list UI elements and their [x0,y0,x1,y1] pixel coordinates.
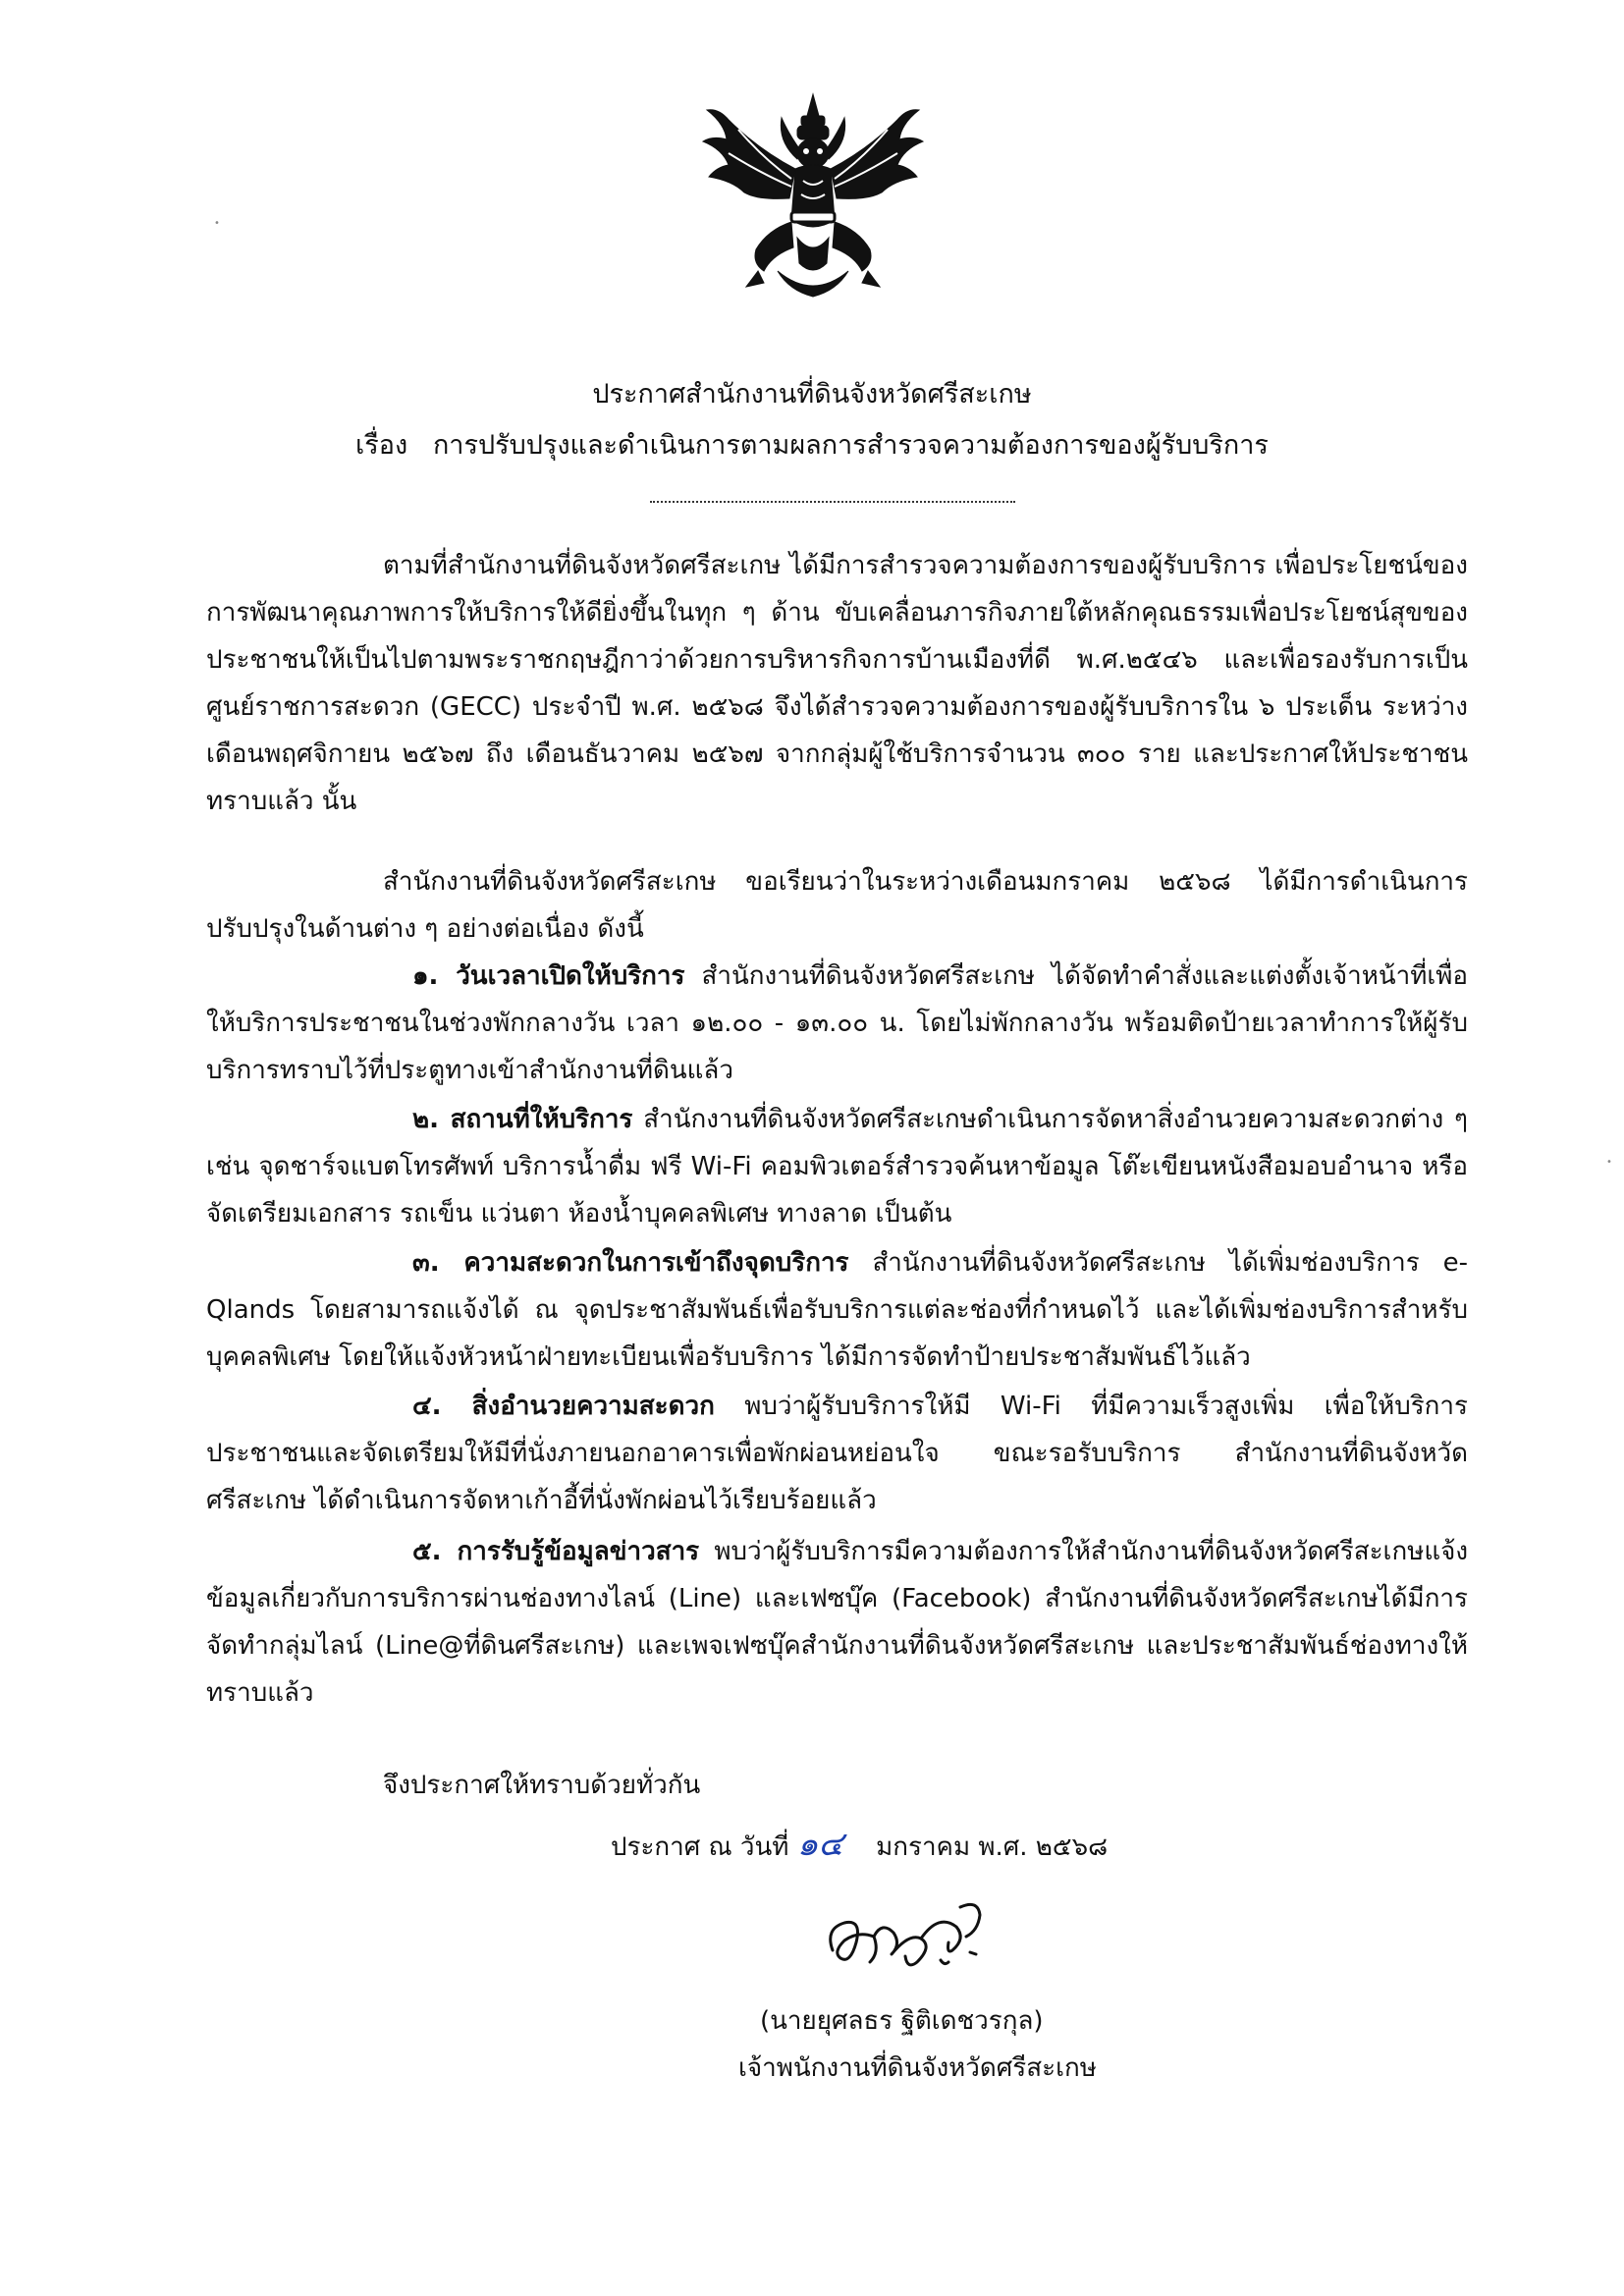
item-1 [206,953,1468,1094]
item-4-heading: ๔. สิ่งอำนวยความสะดวก [412,1392,715,1421]
garuda-emblem-icon [699,90,927,304]
item-4 [206,1383,1468,1524]
item-5 [206,1528,1468,1717]
subject-label: เรื่อง [355,430,408,461]
item-3-text: สำนักงานที่ดินจังหวัดศรีสะเกษ ได้เพิ่มช่องบริการ e-Qlands โดยสามารถแจ้งได้ ณ จุดประชาสัมพันธ์เพื่อรับบริการแต่ละช่องที่กำหนดไว้ และได้เพิ่มช่องบริการสำหรับบุคคลพิเศษ โดยให้แจ้งหัวหน้าฝ่ายทะเบียนเพื่อรับบริการ ได้มีการจัดทำป้ายประชาสัมพันธ์ไว้แล้ว [206,1248,1468,1372]
intro-text: ตามที่สำนักงานที่ดินจังหวัดศรีสะเกษ ได้มีการสำรวจความต้องการของผู้รับบริการ เพื่อประโยชน์ของการพัฒนาคุณภาพการให้บริการให้ดียิ่งขึ้นในทุก ๆ ด้าน ขับเคลื่อนภารกิจภายใต้หลักคุณธรรมเพื่อประโยชน์สุขของประชาชนให้เป็นไปตามพระราชกฤษฎีกาว่าด้วยการบริหารกิจการบ้านเมืองที่ดี พ.ศ.๒๕๔๖ และเพื่อรองรับการเป็นศูนย์ราชการสะดวก (GECC) ประจำปี พ.ศ. ๒๕๖๘ จึงได้สำรวจความต้องการของผู้รับบริการใน ๖ ประเด็น ระหว่างเดือนพฤศจิกายน ๒๕๖๗ ถึง เดือนธันวาคม ๒๕๖๗ จากกลุ่มผู้ใช้บริการจำนวน ๓๐๐ ราย และประกาศให้ประชาชนทราบแล้ว นั้น [206,551,1468,816]
item-1-text: สำนักงานที่ดินจังหวัดศรีสะเกษ ได้จัดทำคำสั่งและแต่งตั้งเจ้าหน้าที่เพื่อให้บริการประชาชนในช่วงพักกลางวัน เวลา ๑๒.๐๐ - ๑๓.๐๐ น. โดยไม่พักกลางวัน พร้อมติดป้ายเวลาทำการให้ผู้รับบริการทราบไว้ที่ประตูทางเข้าสำนักงานที่ดินแล้ว [206,961,1468,1085]
date-line [611,1825,1108,1867]
signatory-position: เจ้าพนักงานที่ดินจังหวัดศรีสะเกษ [738,2053,1097,2083]
item-4-text: พบว่าผู้รับบริการให้มี Wi-Fi ที่มีความเร็วสูงเพิ่ม เพื่อให้บริการประชาชนและจัดเตรียมให้มีที่นั่งภายนอกอาคารเพื่อพักผ่อนหย่อนใจ ขณะรอรับบริการ สำนักงานที่ดินจังหวัดศรีสะเกษ ได้ดำเนินการจัดหาเก้าอี้ที่นั่งพักผ่อนไว้เรียบร้อยแล้ว [206,1392,1468,1515]
item-2 [206,1096,1468,1237]
item-1-heading: ๑. วันเวลาเปิดให้บริการ [412,961,685,991]
item-5-heading: ๕. การรับรู้ข้อมูลข่าวสาร [412,1537,700,1566]
item-3 [206,1239,1468,1381]
intro-paragraph [206,542,1468,825]
office-title: ประกาศสำนักงานที่ดินจังหวัดศรีสะเกษ [592,379,1032,410]
date-suffix: มกราคม พ.ศ. ๒๕๖๘ [876,1832,1109,1862]
handwritten-signature [823,1893,1000,1982]
handwritten-day: ๑๔ [796,1825,844,1864]
scan-speck: • [1606,1157,1612,1168]
item-5-text: พบว่าผู้รับบริการมีความต้องการให้สำนักงานที่ดินจังหวัดศรีสะเกษแจ้งข้อมูลเกี่ยวกับการบริการผ่านช่องทางไลน์ (Line) และเฟซบุ๊ค (Facebook) สำนักงานที่ดินจังหวัดศรีสะเกษได้มีการจัดทำกลุ่มไลน์ (Line@ที่ดินศรีสะเกษ) และเพจเฟซบุ๊คสำนักงานที่ดินจังหวัดศรีสะเกษ และประชาสัมพันธ์ช่องทางให้ทราบแล้ว [206,1537,1469,1708]
item-2-text: สำนักงานที่ดินจังหวัดศรีสะเกษดำเนินการจัดหาสิ่งอำนวยความสะดวกต่าง ๆ เช่น จุดชาร์จแบตโทรศัพท์ บริการน้ำดื่ม ฟรี Wi-Fi คอมพิวเตอร์สำรวจค้นหาข้อมูล โต๊ะเขียนหนังสือมอบอำนาจ หรือจัดเตรียมเอกสาร รถเข็น แว่นตา ห้องน้ำบุคคลพิเศษ ทางลาด เป็นต้น [206,1105,1468,1229]
item-2-heading: ๒. สถานที่ให้บริการ [412,1105,633,1134]
date-prefix: ประกาศ ณ วันที่ [611,1832,789,1862]
second-text: สำนักงานที่ดินจังหวัดศรีสะเกษ ขอเรียนว่าในระหว่างเดือนมกราคม ๒๕๖๘ ได้มีการดำเนินการปรับปรุงในด้านต่าง ๆ อย่างต่อเนื่อง ดังนี้ [206,867,1468,944]
scan-speck: • [214,218,220,229]
subject-text: การปรับปรุงและดำเนินการตามผลการสำรวจความต้องการของผู้รับบริการ [432,430,1269,461]
dotted-divider [650,501,1015,503]
second-paragraph [206,858,1468,953]
closing-statement: จึงประกาศให้ทราบด้วยทั่วกัน [383,1771,701,1800]
item-3-heading: ๓. ความสะดวกในการเข้าถึงจุดบริการ [412,1248,849,1278]
signatory-name: (นายยุศลธร ฐิติเดชวรกุล) [760,2006,1044,2036]
subject-line [0,426,1624,465]
